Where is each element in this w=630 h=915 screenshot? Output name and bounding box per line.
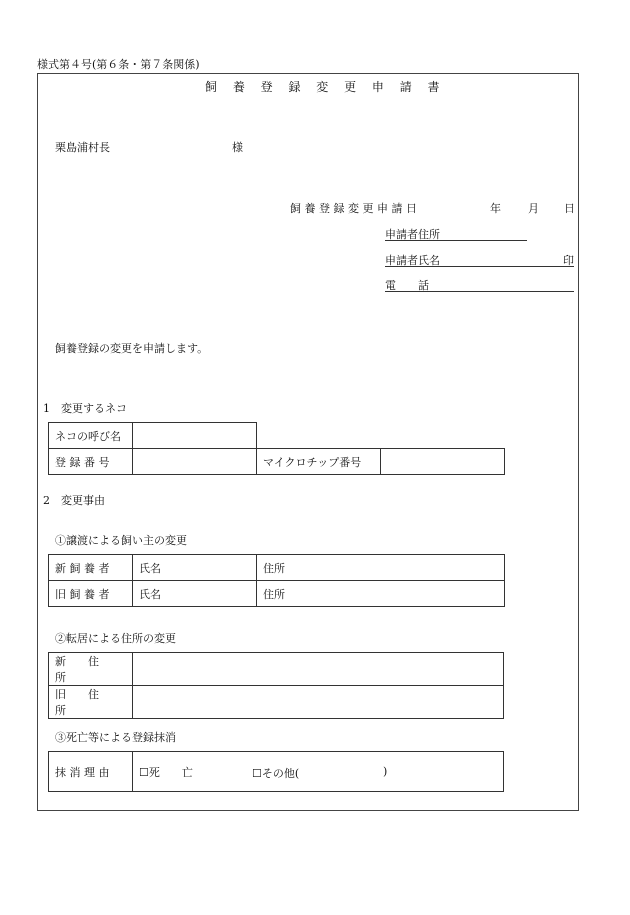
transfer-heading: ①譲渡による飼い主の変更 [55, 534, 187, 547]
form-reference: 様式第４号(第６条・第７条関係) [37, 58, 200, 71]
old-owner-address-field[interactable]: 住所 [257, 581, 505, 607]
other-checkbox[interactable]: ☐その他( [252, 767, 300, 780]
addressee-honorific: 様 [232, 141, 243, 154]
new-owner-row [49, 555, 505, 581]
apply-date-day: 日 [564, 202, 575, 215]
seal-mark: 印 [563, 254, 574, 267]
applicant-name-field[interactable] [385, 252, 574, 267]
deregistration-reason-label: 抹 消 理 由 [49, 752, 133, 792]
reg-number-label: 登 録 番 号 [49, 449, 133, 475]
apply-date-label: 飼 養 登 録 変 更 申 請 日 [290, 202, 417, 215]
applicant-address-field[interactable] [385, 226, 527, 241]
old-owner-row [49, 581, 505, 607]
address-change-table [48, 652, 504, 719]
new-address-input[interactable] [133, 653, 504, 686]
deregistration-table [48, 751, 504, 792]
apply-date-month: 月 [528, 202, 539, 215]
old-owner-name-field[interactable]: 氏名 [133, 581, 257, 607]
relocation-heading: ②転居による住所の変更 [55, 632, 176, 645]
cat-name-label: ネコの呼び名 [49, 423, 133, 449]
microchip-input[interactable] [381, 449, 505, 475]
deregistration-options [133, 752, 504, 792]
old-address-row [49, 686, 504, 719]
cat-name-input[interactable] [133, 423, 257, 449]
old-owner-label: 旧 飼 養 者 [49, 581, 133, 607]
new-address-label: 新 住 所 [49, 653, 133, 686]
apply-date-year: 年 [490, 202, 501, 215]
cat-name-table [48, 422, 257, 449]
new-address-row [49, 653, 504, 686]
intro-text: 飼養登録の変更を申請します。 [55, 342, 209, 355]
addressee-name: 栗島浦村長 [55, 141, 110, 154]
applicant-address-label: 申請者住所 [385, 228, 440, 241]
form-title: 飼 養 登 録 変 更 申 請 書 [205, 80, 446, 94]
new-owner-address-field[interactable]: 住所 [257, 555, 505, 581]
death-checkbox[interactable]: ☐死 亡 [139, 765, 193, 779]
applicant-phone-field[interactable] [385, 277, 574, 292]
new-owner-name-field[interactable]: 氏名 [133, 555, 257, 581]
reg-number-input[interactable] [133, 449, 257, 475]
old-address-label: 旧 住 所 [49, 686, 133, 719]
old-address-input[interactable] [133, 686, 504, 719]
deregistration-heading: ③死亡等による登録抹消 [55, 731, 176, 744]
registration-table [48, 448, 505, 475]
applicant-phone-label: 電 話 [385, 279, 429, 292]
section1-heading: 1 変更するネコ [43, 402, 127, 415]
owner-change-table [48, 554, 505, 607]
applicant-name-label: 申請者氏名 [385, 254, 440, 267]
other-close-paren: ) [383, 765, 388, 778]
section2-heading: 2 変更事由 [43, 494, 105, 507]
microchip-label: マイクロチップ番号 [257, 449, 381, 475]
new-owner-label: 新 飼 養 者 [49, 555, 133, 581]
